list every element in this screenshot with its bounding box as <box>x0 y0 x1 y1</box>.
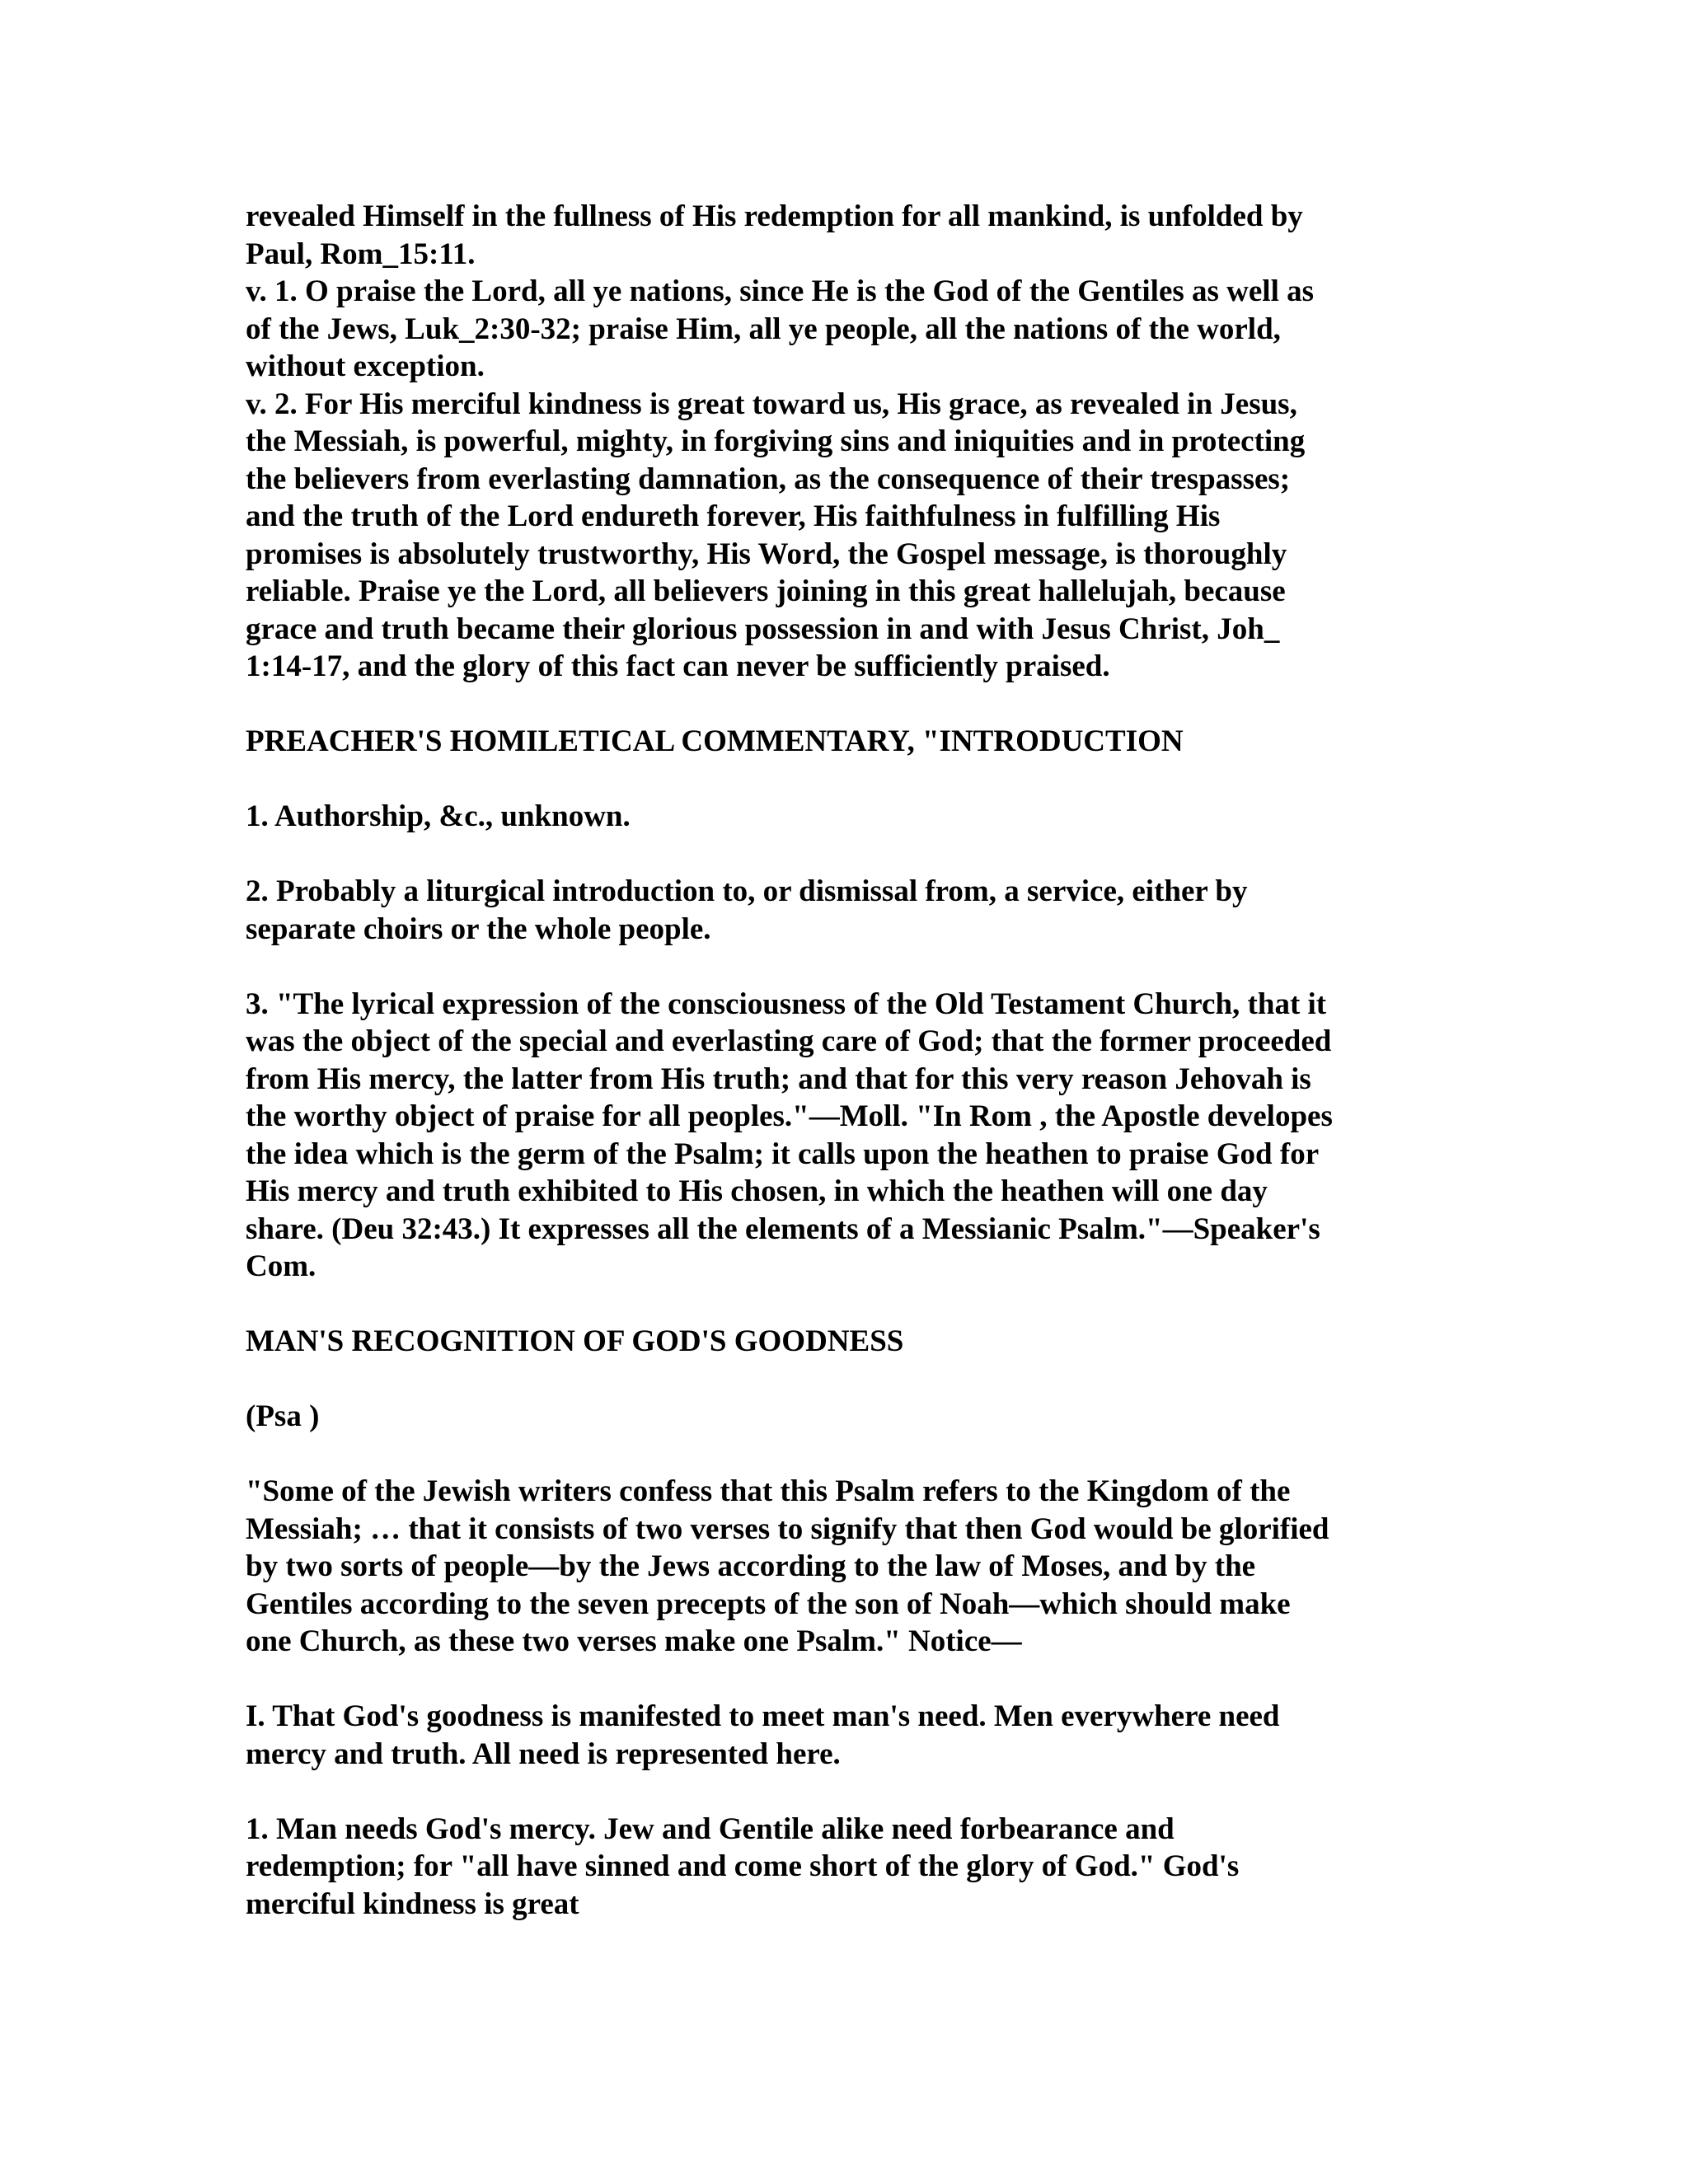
text-line: one Church, as these two verses make one Psalm." Notice— <box>246 1624 1022 1658</box>
text-line: 1:14-17, and the glory of this fact can never be sufficiently praised. <box>246 649 1110 683</box>
text-line: Messiah; … that it consists of two verses to signify that then God would be glorified <box>246 1511 1329 1546</box>
text-line: v. 2. For His merciful kindness is great toward us, His grace, as revealed in Jesus, <box>246 387 1297 421</box>
text-line: the worthy object of praise for all peoples."—Moll. "In Rom , the Apostle developes <box>246 1099 1333 1133</box>
document-body <box>246 198 1449 1923</box>
psalm-reference <box>246 1398 1449 1436</box>
text-line: grace and truth became their glorious possession in and with Jesus Christ, Joh_ <box>246 612 1280 646</box>
text-line: (Psa ) <box>246 1399 320 1433</box>
text-line: merciful kindness is great <box>246 1886 579 1921</box>
text-line: His mercy and truth exhibited to His chosen, in which the heathen will one day <box>246 1174 1268 1208</box>
text-line: 1. Authorship, &c., unknown. <box>246 799 631 833</box>
paragraph-verse-2 <box>246 386 1449 686</box>
text-line: the Messiah, is powerful, mighty, in forgiving sins and iniquities and in protecting <box>246 424 1306 458</box>
paragraph-sub-1 <box>246 1811 1449 1924</box>
paragraph-point-3 <box>246 986 1449 1286</box>
text-line: 1. Man needs God's mercy. Jew and Gentile alike need forbearance and <box>246 1811 1175 1846</box>
paragraph-point-1 <box>246 798 1449 836</box>
paragraph-intro <box>246 198 1449 273</box>
text-line: 3. "The lyrical expression of the consciousness of the Old Testament Church, that it <box>246 987 1327 1021</box>
text-line: promises is absolutely trustworthy, His Word, the Gospel message, is thoroughly <box>246 537 1287 571</box>
text-line: the believers from everlasting damnation, as the consequence of their trespasses; <box>246 462 1291 496</box>
text-line: by two sorts of people—by the Jews according to the law of Moses, and by the <box>246 1549 1256 1583</box>
paragraph-section-1 <box>246 1698 1449 1773</box>
text-line: from His mercy, the latter from His truth; and that for this very reason Jehovah is <box>246 1062 1311 1096</box>
paragraph-point-2 <box>246 873 1449 948</box>
text-line: of the Jews, Luk_2:30-32; praise Him, all ye people, all the nations of the world, <box>246 312 1281 346</box>
text-line: reliable. Praise ye the Lord, all believers joining in this great hallelujah, because <box>246 574 1286 608</box>
text-line: "Some of the Jewish writers confess that this Psalm refers to the Kingdom of the <box>246 1474 1291 1508</box>
paragraph-quote <box>246 1473 1449 1661</box>
text-line: redemption; for "all have sinned and come short of the glory of God." God's <box>246 1849 1240 1883</box>
paragraph-verse-1 <box>246 273 1449 386</box>
text-line: Com. <box>246 1249 316 1283</box>
text-line: separate choirs or the whole people. <box>246 912 711 946</box>
text-line: was the object of the special and everlasting care of God; that the former proceeded <box>246 1024 1332 1058</box>
text-line: v. 1. O praise the Lord, all ye nations, since He is the God of the Gentiles as well as <box>246 274 1315 308</box>
text-line: I. That God's goodness is manifested to meet man's need. Men everywhere need <box>246 1699 1280 1733</box>
section-heading: MAN'S RECOGNITION OF GOD'S GOODNESS <box>246 1324 904 1358</box>
text-line: revealed Himself in the fullness of His redemption for all mankind, is unfolded by <box>246 199 1303 233</box>
text-line: Paul, Rom_15:11. <box>246 237 476 271</box>
heading-commentary <box>246 723 1449 761</box>
text-line: the idea which is the germ of the Psalm; it calls upon the heathen to praise God for <box>246 1137 1320 1171</box>
section-heading: PREACHER'S HOMILETICAL COMMENTARY, "INTRODUCTION <box>246 724 1184 758</box>
text-line: and the truth of the Lord endureth forever, His faithfulness in fulfilling His <box>246 499 1221 533</box>
text-line: 2. Probably a liturgical introduction to, or dismissal from, a service, either by <box>246 874 1248 908</box>
text-line: share. (Deu 32:43.) It expresses all the elements of a Messianic Psalm."—Speaker's <box>246 1212 1320 1246</box>
text-line: mercy and truth. All need is represented here. <box>246 1736 841 1771</box>
text-line: Gentiles according to the seven precepts of the son of Noah—which should make <box>246 1586 1291 1621</box>
heading-recognition <box>246 1323 1449 1361</box>
text-line: without exception. <box>246 349 485 383</box>
